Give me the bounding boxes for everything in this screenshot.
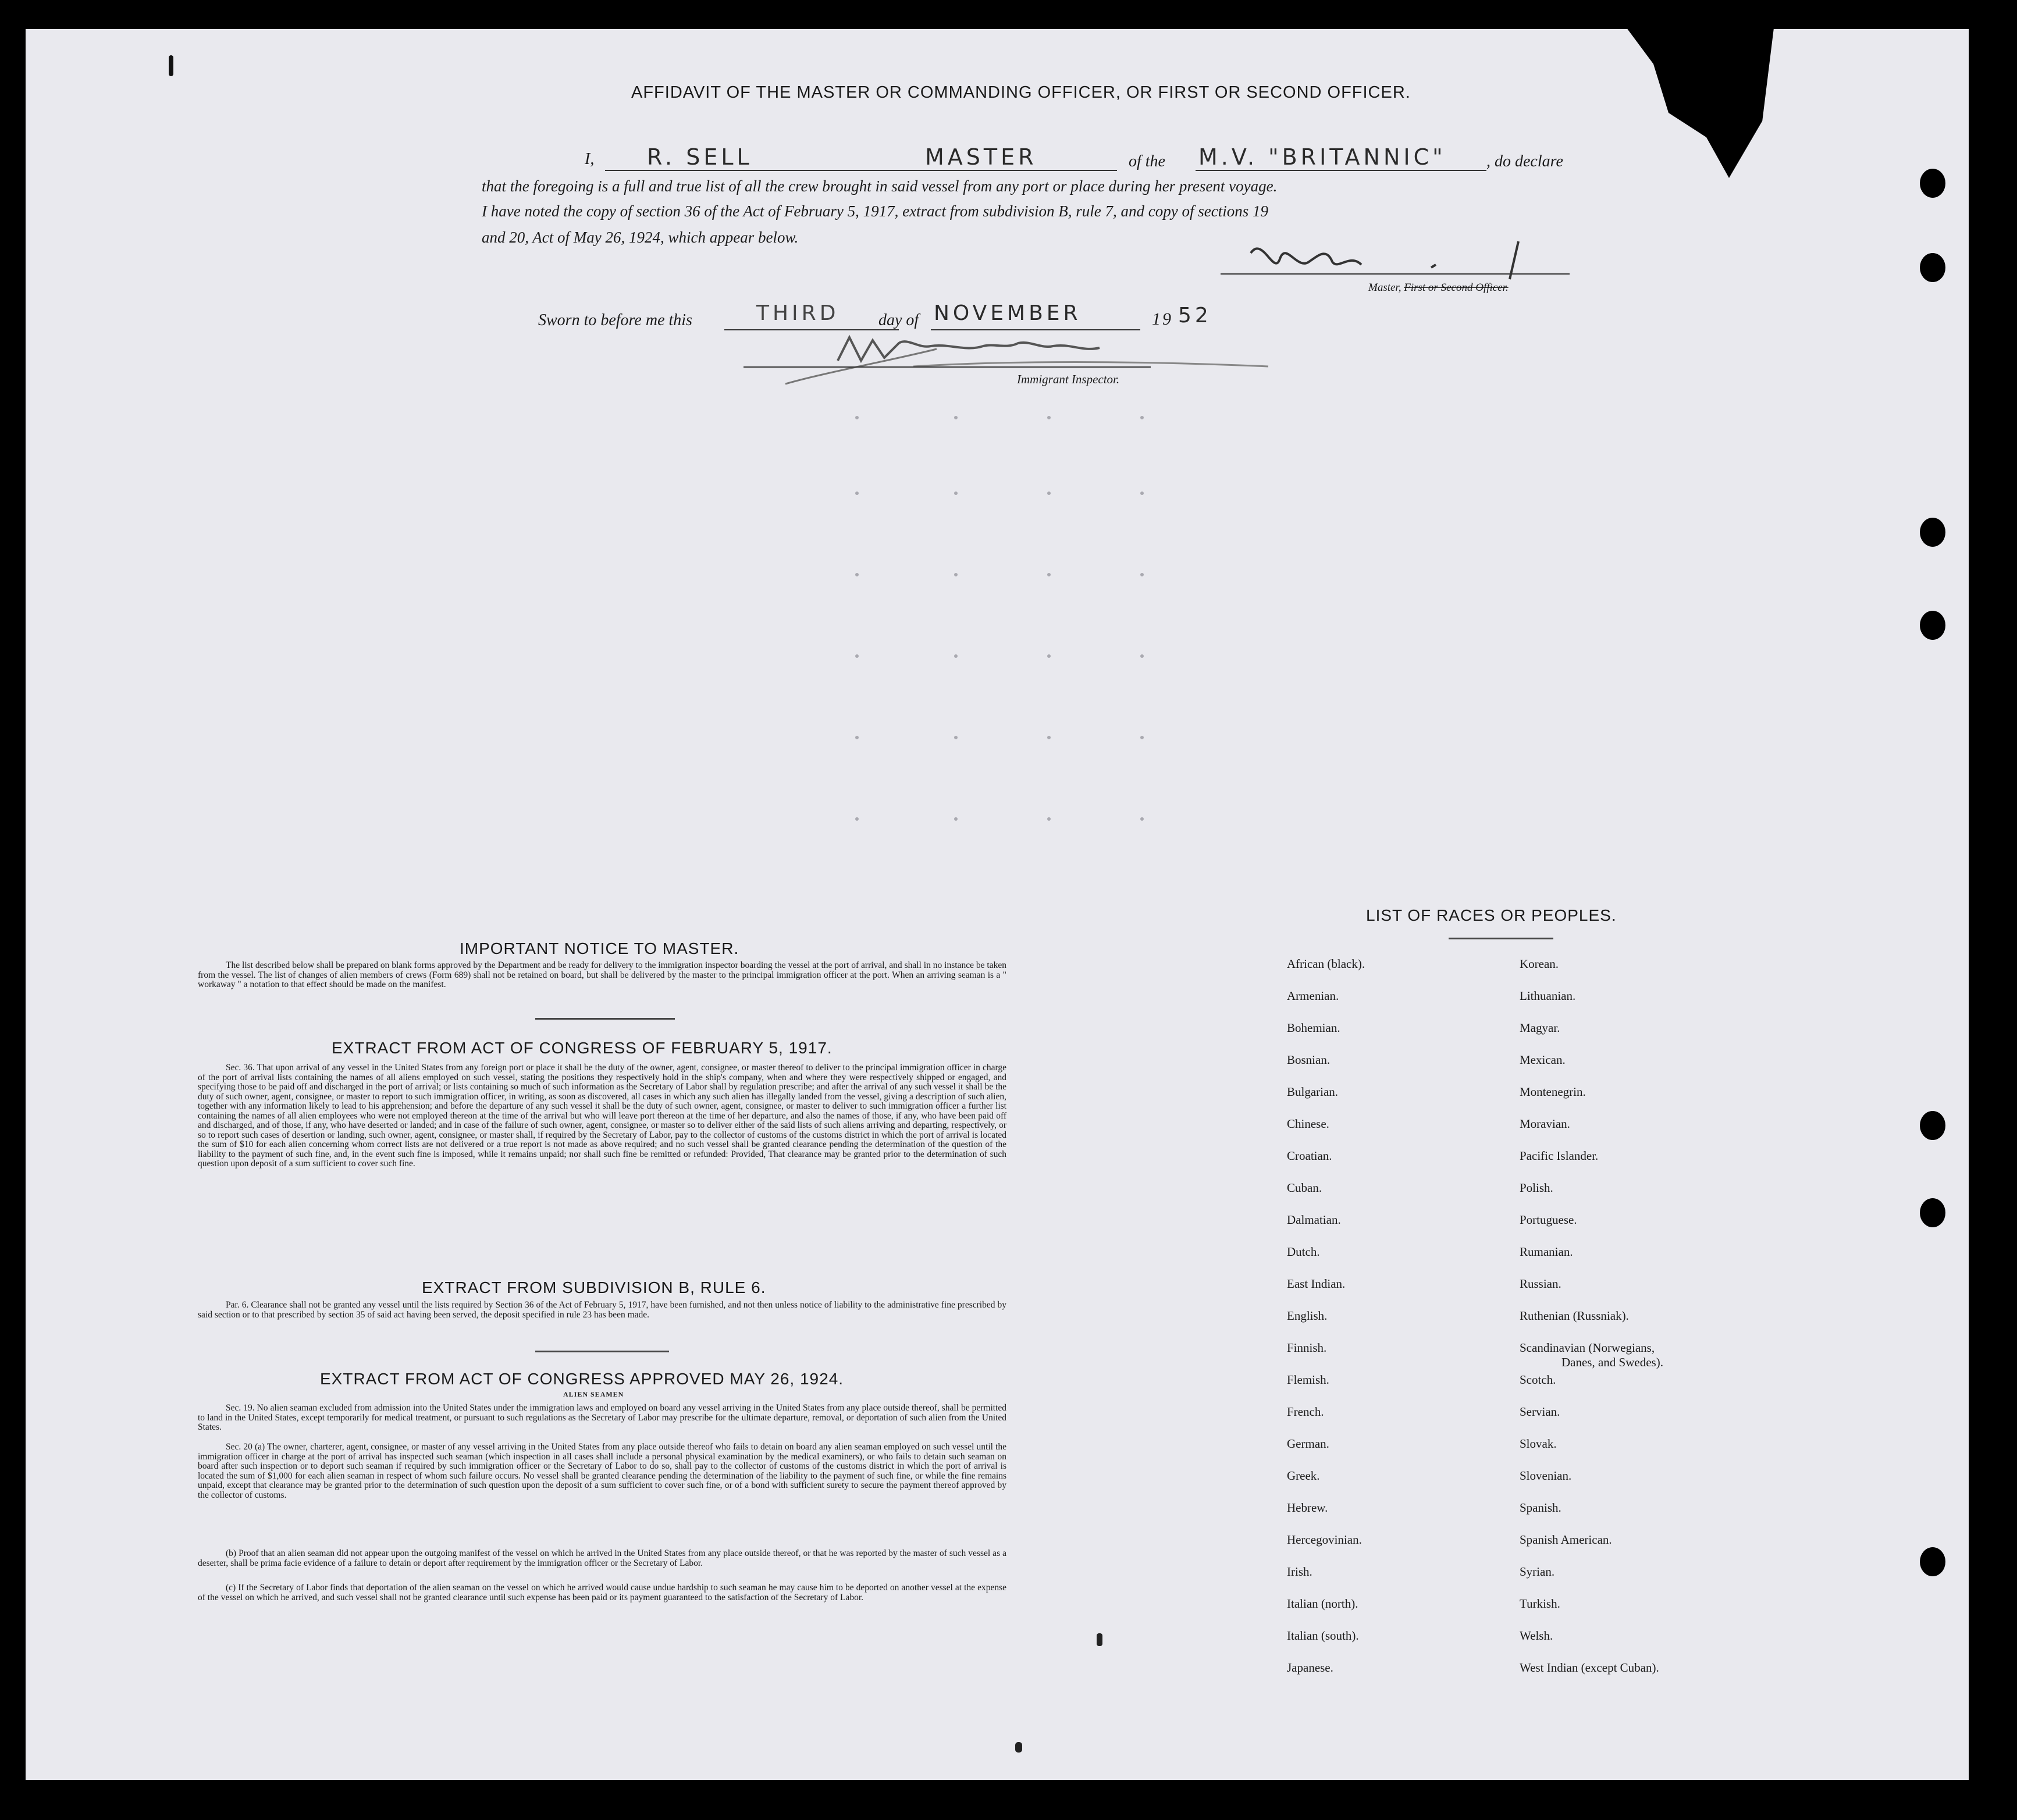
inspector-caption: Immigrant Inspector. bbox=[1017, 372, 1120, 386]
sec-19-text: Sec. 19. No alien seaman excluded from admission into the United States under the immigration laws and employed on board any vessel arriving in the United States from any place outside thereof, shall be permitted to land in the United States, except temporarily for medical treatment, or pursuant to such regulations as the Secretary of Labor may prescribe for the ultimate departure, removal, or deportation of such alien from the United States. bbox=[198, 1403, 1006, 1432]
notice-heading: IMPORTANT NOTICE TO MASTER. bbox=[460, 939, 739, 957]
race-right: Servian. bbox=[1520, 1405, 1560, 1419]
race-left: Bulgarian. bbox=[1287, 1085, 1339, 1099]
race-left: Chinese. bbox=[1287, 1117, 1329, 1131]
race-left: Irish. bbox=[1287, 1565, 1312, 1579]
affidavit-line-3: I have noted the copy of section 36 of the Act of February 5, 1917, extract from subdivision B, rule 7, and copy of sections 19 bbox=[482, 202, 1268, 220]
race-right: Korean. bbox=[1520, 957, 1559, 971]
race-left: Dutch. bbox=[1287, 1245, 1320, 1259]
master-caption: Master, bbox=[1368, 282, 1401, 294]
race-right: Scandinavian (Norwegians, bbox=[1520, 1341, 1655, 1355]
race-right: Mexican. bbox=[1520, 1053, 1566, 1067]
race-left: Bohemian. bbox=[1287, 1021, 1340, 1035]
punch-hole bbox=[1920, 169, 1945, 198]
extract-1924-heading: EXTRACT FROM ACT OF CONGRESS APPROVED MAY 26, 1924. bbox=[320, 1370, 844, 1388]
race-left: Hebrew. bbox=[1287, 1501, 1328, 1515]
vessel-name: M.V. "BRITANNIC" bbox=[1198, 144, 1446, 170]
sec-20b-text: (b) Proof that an alien seaman did not appear upon the outgoing manifest of the vessel on which he arrived in the United States from any place outside thereof, or that he was reported by the master of such vessel as a deserter, shall be prima facie evidence of a failure to detain or deport after requirement by the immigration officer or the Secretary of Labor. bbox=[198, 1548, 1006, 1568]
race-right: West Indian (except Cuban). bbox=[1520, 1661, 1659, 1675]
punch-hole bbox=[1920, 518, 1945, 547]
subdivision-text: Par. 6. Clearance shall not be granted any vessel until the lists required by Section 36 of the Act of February 5, 1917, have been furnished, and not then unless notice of liability to the administrative fine prescribed by said section or to that prescribed by section 35 of said act having been served, the deposit specified in rule 23 has been made. bbox=[198, 1300, 1006, 1320]
punch-hole bbox=[1920, 253, 1945, 282]
ink-speck bbox=[1015, 1742, 1022, 1753]
race-right: Turkish. bbox=[1520, 1597, 1560, 1611]
master-rank: MASTER bbox=[925, 144, 1037, 170]
race-right: Rumanian. bbox=[1520, 1245, 1573, 1259]
affidavit-line-4: and 20, Act of May 26, 1924, which appear below. bbox=[482, 229, 799, 246]
sworn-month: NOVEMBER bbox=[934, 301, 1082, 325]
race-right-continued: Danes, and Swedes). bbox=[1561, 1355, 1663, 1369]
alien-seamen-subheading: ALIEN SEAMEN bbox=[563, 1390, 624, 1398]
race-left: Hercegovinian. bbox=[1287, 1533, 1362, 1547]
sec-20c-text: (c) If the Secretary of Labor finds that deportation of the alien seaman on the vessel on which he arrived would cause undue hardship to such seaman he may cause him to be deported on another vessel at the expense of the vessel on which he arrived, and such vessel shall not be granted clearance until such expense has been paid or its payment guaranteed to the satisfaction of the Secretary of Labor. bbox=[198, 1583, 1006, 1602]
punch-hole bbox=[1920, 1111, 1945, 1140]
race-right: Russian. bbox=[1520, 1277, 1561, 1291]
race-right: Montenegrin. bbox=[1520, 1085, 1586, 1099]
race-left: African (black). bbox=[1287, 957, 1365, 971]
sworn-prefix: Sworn to before me this bbox=[538, 311, 692, 329]
affidavit-i-label: I, bbox=[585, 150, 595, 168]
race-right: Slovak. bbox=[1520, 1437, 1557, 1451]
race-right: Portuguese. bbox=[1520, 1213, 1577, 1227]
ink-speck bbox=[1097, 1633, 1102, 1646]
sworn-year: 52 bbox=[1178, 304, 1212, 327]
race-left: East Indian. bbox=[1287, 1277, 1346, 1291]
race-right: Spanish American. bbox=[1520, 1533, 1612, 1547]
race-left: Italian (south). bbox=[1287, 1629, 1359, 1643]
race-right: Magyar. bbox=[1520, 1021, 1560, 1035]
race-left: English. bbox=[1287, 1309, 1328, 1323]
race-right: Lithuanian. bbox=[1520, 989, 1576, 1003]
punch-hole bbox=[1920, 1198, 1945, 1227]
do-declare-label: , do declare bbox=[1486, 152, 1563, 170]
race-left: Flemish. bbox=[1287, 1373, 1329, 1387]
race-left: Greek. bbox=[1287, 1469, 1320, 1483]
sworn-day: THIRD bbox=[756, 301, 839, 325]
race-left: German. bbox=[1287, 1437, 1329, 1451]
race-left: Bosnian. bbox=[1287, 1053, 1331, 1067]
affidavit-line-2: that the foregoing is a full and true list of all the crew brought in said vessel from any port or place during her present voyage. bbox=[482, 177, 1278, 195]
ink-speck bbox=[169, 55, 173, 76]
race-left: Japanese. bbox=[1287, 1661, 1333, 1675]
race-left: Cuban. bbox=[1287, 1181, 1322, 1195]
of-the-label: of the bbox=[1129, 152, 1165, 170]
subdivision-heading: EXTRACT FROM SUBDIVISION B, RULE 6. bbox=[422, 1278, 766, 1297]
race-right: Welsh. bbox=[1520, 1629, 1553, 1643]
affidavit-heading: AFFIDAVIT OF THE MASTER OR COMMANDING OFFICER, OR FIRST OR SECOND OFFICER. bbox=[631, 83, 1411, 102]
race-left: Dalmatian. bbox=[1287, 1213, 1341, 1227]
race-right: Polish. bbox=[1520, 1181, 1553, 1195]
extract-1917-heading: EXTRACT FROM ACT OF CONGRESS OF FEBRUARY 5, 1917. bbox=[332, 1039, 833, 1057]
year-prefix: 19 bbox=[1152, 309, 1173, 329]
punch-hole bbox=[1920, 611, 1945, 640]
race-left: French. bbox=[1287, 1405, 1324, 1419]
race-right: Moravian. bbox=[1520, 1117, 1570, 1131]
race-right: Pacific Islander. bbox=[1520, 1149, 1599, 1163]
race-left: Croatian. bbox=[1287, 1149, 1332, 1163]
race-left: Finnish. bbox=[1287, 1341, 1327, 1355]
day-of-label: day of bbox=[878, 311, 919, 329]
race-right: Spanish. bbox=[1520, 1501, 1561, 1515]
races-heading: LIST OF RACES OR PEOPLES. bbox=[1366, 906, 1617, 924]
race-left: Armenian. bbox=[1287, 989, 1339, 1003]
race-right: Scotch. bbox=[1520, 1373, 1556, 1387]
extract-1917-text: Sec. 36. That upon arrival of any vessel in the United States from any foreign port or place it shall be the duty of the owner, agent, consignee, or master thereof to deliver to the principal immigration officer in charge of the port of arrival lists containing the names of all aliens employed on such vessel, stating the positions they respectively hold in the ship's company, when and where they were respectively shipped or engaged, and specifying those to be paid off and discharged in the port of arrival; or lists containing so much of such information as the Secretary of Labor shall by regulation prescribe; and after the arrival of any such vessel it shall be the duty of such owner, agent, consignee, or master to report to such immigration officer, in writing, as soon as discovered, all cases in which any such alien has illegally landed from the vessel, giving a description of such alien, together with any information likely to lead to his apprehension; and before the departure of any such vessel it shall be the duty of such owner, agent, consignee, or master to deliver to such immigration officer a further list containing the names of all alien employees who were not employed thereon at the time of the arrival but who will leave port thereon at the time of her departure, and also the names of those, if any, who have been paid off and discharged, and of those, if any, who have deserted or landed; and in case of the failure of such owner, agent, consignee, or master so to deliver either of the said lists of such aliens arriving and departing, respectively, or so to report such cases of desertion or landing, such owner, agent, consignee, or master shall, if required by the Secretary of Labor, pay to the collector of customs of the customs district in which the port of arrival is located the sum of $10 for each alien concerning whom correct lists are not delivered or a true report is not made as above required; and no such vessel shall be granted clearance pending the determination of the question of the liability to the payment of such fine, and, in the event such fine is imposed, while it remains unpaid; nor shall such fine be remitted or refunded: Provided, That clearance may be granted prior to the determination of such question upon deposit of a sum sufficient to cover such fine. bbox=[198, 1063, 1006, 1169]
sec-20a-text: Sec. 20 (a) The owner, charterer, agent, consignee, or master of any vessel arriving in the United States from any place outside thereof who fails to detain on board any alien seaman employed on such vessel until the immigration officer in charge at the port of arrival has inspected such seaman (which inspection in all cases shall include a personal physical examination by the medical examiners), or who fails to detain such seaman on board after such inspection or to deport such seaman if required by such immigration officer or the Secretary of Labor to do so, shall pay to the collector of customs of the customs district in which the port of arrival is located the sum of $1,000 for each alien seaman in respect of whom such failure occurs. No vessel shall be granted clearance pending the determination of the liability to the payment of such fine, or while the fine remains unpaid, except that clearance may be granted prior to the determination of such question upon the deposit of a sum sufficient to cover such fine, or of a bond with sufficient surety to secure the payment thereof approved by the collector of customs. bbox=[198, 1442, 1006, 1500]
notice-text: The list described below shall be prepared on blank forms approved by the Department and be ready for delivery to the immigration inspector boarding the vessel at the port of arrival, and shall in no instance be taken from the vessel. The list of changes of alien members of crews (Form 689) shall not be retained on board, but shall be delivered by the master to the principal immigration officer at the port. When an arriving seaman is a " workaway " a notation to that effect should be made on the manifest. bbox=[198, 960, 1006, 989]
race-left: Italian (north). bbox=[1287, 1597, 1358, 1611]
race-right: Ruthenian (Russniak). bbox=[1520, 1309, 1629, 1323]
master-caption-struck: First or Second Officer. bbox=[1404, 282, 1509, 294]
race-right: Slovenian. bbox=[1520, 1469, 1572, 1483]
punch-hole bbox=[1920, 1547, 1945, 1576]
document-page bbox=[26, 29, 1969, 1780]
master-name: R. SELL bbox=[647, 144, 753, 170]
race-right: Syrian. bbox=[1520, 1565, 1555, 1579]
